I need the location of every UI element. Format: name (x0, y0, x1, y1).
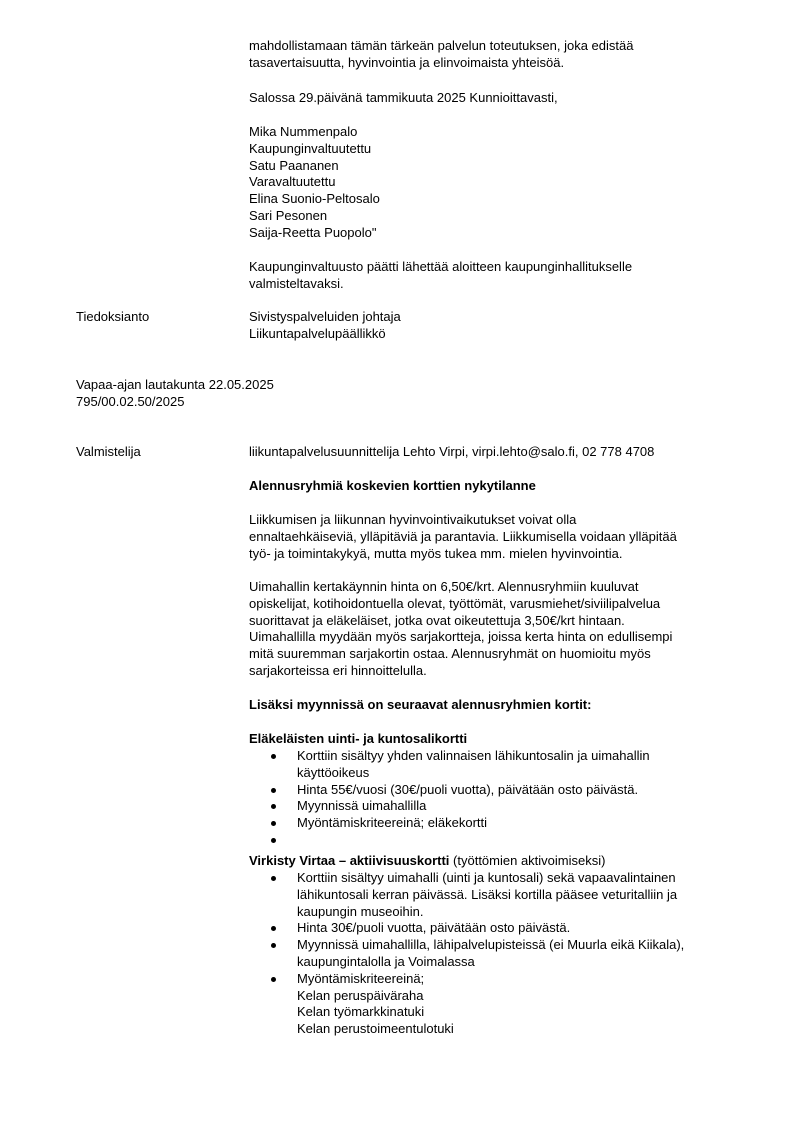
text-line: Kaupunginvaltuusto päätti lähettää aloitteen kaupunginhallitukselle (249, 259, 633, 274)
list-item-text: lähikuntosali kerran päivässä. Lisäksi kortilla pääsee veturitalliin ja (297, 886, 678, 902)
notification-label: Tiedoksianto (76, 309, 150, 324)
signer: Satu Paananen (249, 157, 339, 173)
list-item-text: kaupungintalolla ja Voimalassa (297, 953, 475, 969)
list-item-text: Korttiin sisältyy yhden valinnaisen lähikuntosalin ja uimahallin (297, 748, 650, 763)
notification-recipients (249, 309, 749, 343)
text-line: Liikkumisen ja liikunnan hyvinvointivaikutukset voivat olla (249, 512, 577, 527)
bullet-icon (271, 754, 276, 759)
virkisty-card-list (249, 870, 769, 1038)
section-heading-current: Alennusryhmiä koskevien korttien nykytilanne (249, 478, 536, 493)
paragraph-wellbeing (249, 512, 749, 562)
decision-text (249, 259, 749, 293)
text-line: mitä suuremman sarjakortin ostaa. Alennusryhmät on huomioitu myös (249, 646, 651, 662)
list-item-text: Korttiin sisältyy uimahalli (uinti ja kuntosali) sekä vapaavalintainen (297, 870, 676, 885)
meeting-title: Vapaa-ajan lautakunta 22.05.2025 (76, 377, 274, 392)
virkisty-card-note: (työttömien aktivoimiseksi) (453, 853, 606, 868)
list-item (249, 798, 749, 815)
list-item-text: Kelan peruspäiväraha (297, 987, 424, 1003)
text-line: valmisteltavaksi. (249, 275, 344, 291)
recipient: Liikuntapalvelupäällikkö (249, 325, 386, 341)
list-item-text: kaupungin museoihin. (297, 903, 424, 919)
virkisty-card-title: Virkisty Virtaa – aktiivisuuskortti (249, 853, 450, 868)
meeting-header (76, 377, 274, 411)
recipient: Sivistyspalveluiden johtaja (249, 309, 401, 324)
text-line: Uimahallilla myydään myös sarjakortteja, joissa kerta hinta on edullisempi (249, 629, 673, 645)
list-item-text: Kelan perustoimeentulotuki (297, 1021, 454, 1037)
list-item-text: Myöntämiskriteereinä; (297, 970, 425, 986)
list-item (249, 920, 769, 937)
list-item (249, 937, 769, 971)
text-line: sarjakorteissa eri hinnoittelulla. (249, 662, 427, 678)
signer-title: Kaupunginvaltuutettu (249, 140, 372, 156)
list-item-text: Hinta 30€/puoli vuotta, päivätään osto päivästä. (297, 920, 571, 936)
text-line: opiskelijat, kotihoidontuella olevat, työttömät, varusmiehet/siviilipalvelua (249, 595, 661, 611)
preparer-value: liikuntapalvelusuunnittelija Lehto Virpi, virpi.lehto@salo.fi, 02 778 4708 (249, 444, 655, 459)
text-line: ennaltaehkäiseviä, ylläpitäviä ja parantavia. Liikkumisella voidaan ylläpitää (249, 528, 677, 544)
list-item (249, 748, 749, 782)
closing-line: Salossa 29.päivänä tammikuuta 2025 Kunnioittavasti, (249, 90, 558, 105)
intro-lines (249, 38, 749, 72)
bullet-icon (271, 926, 276, 931)
list-item (249, 815, 749, 832)
list-item (249, 782, 749, 799)
list-item (249, 971, 769, 1038)
bullet-icon (271, 821, 276, 826)
signers-list (249, 124, 749, 242)
list-item (249, 870, 769, 920)
list-item-text: Hinta 55€/vuosi (30€/puoli vuotta), päivätään osto päivästä. (297, 781, 639, 797)
bullet-icon (271, 788, 276, 793)
list-item-text: Myynnissä uimahallilla, lähipalvelupisteissä (ei Muurla eikä Kiikala), (297, 937, 685, 953)
list-item (249, 832, 749, 849)
paragraph-prices (249, 579, 749, 680)
signer-title: Varavaltuutettu (249, 174, 336, 190)
text-line: suorittavat ja eläkeläiset, jotka ovat oikeutettuja 3,50€/krt hintaan. (249, 612, 625, 628)
list-item-text: Myynnissä uimahallilla (297, 798, 427, 814)
signer: Mika Nummenpalo (249, 124, 358, 139)
virkisty-card-title-line (249, 853, 749, 870)
text-line: Uimahallin kertakäynnin hinta on 6,50€/krt. Alennusryhmiin kuuluvat (249, 579, 639, 594)
signer: Elina Suonio-Peltosalo (249, 191, 380, 207)
bullet-icon (271, 838, 276, 843)
pension-card-list (249, 748, 749, 849)
text-line: työ- ja toimintakykyä, mutta myös tukea mm. mielen hyvinvointia. (249, 545, 623, 561)
bullet-icon (271, 876, 276, 881)
pension-card-title: Eläkeläisten uinti- ja kuntosalikortti (249, 731, 468, 746)
list-item-text: käyttöoikeus (297, 764, 370, 780)
text-line: tasavertaisuutta, hyvinvointia ja elinvoimaista yhteisöä. (249, 54, 565, 70)
list-item-text: Myöntämiskriteereinä; eläkekortti (297, 815, 488, 831)
text-line: mahdollistamaan tämän tärkeän palvelun toteutuksen, joka edistää (249, 38, 634, 53)
bullet-icon (271, 804, 276, 809)
bullet-icon (271, 943, 276, 948)
signer: Saija-Reetta Puopolo" (249, 224, 377, 240)
preparer-label: Valmistelija (76, 444, 141, 459)
list-item-text: Kelan työmarkkinatuki (297, 1004, 425, 1020)
bullet-icon (271, 977, 276, 982)
signer: Sari Pesonen (249, 207, 328, 223)
meeting-ref: 795/00.02.50/2025 (76, 393, 185, 409)
section-heading-cards: Lisäksi myynnissä on seuraavat alennusryhmien kortit: (249, 697, 592, 712)
